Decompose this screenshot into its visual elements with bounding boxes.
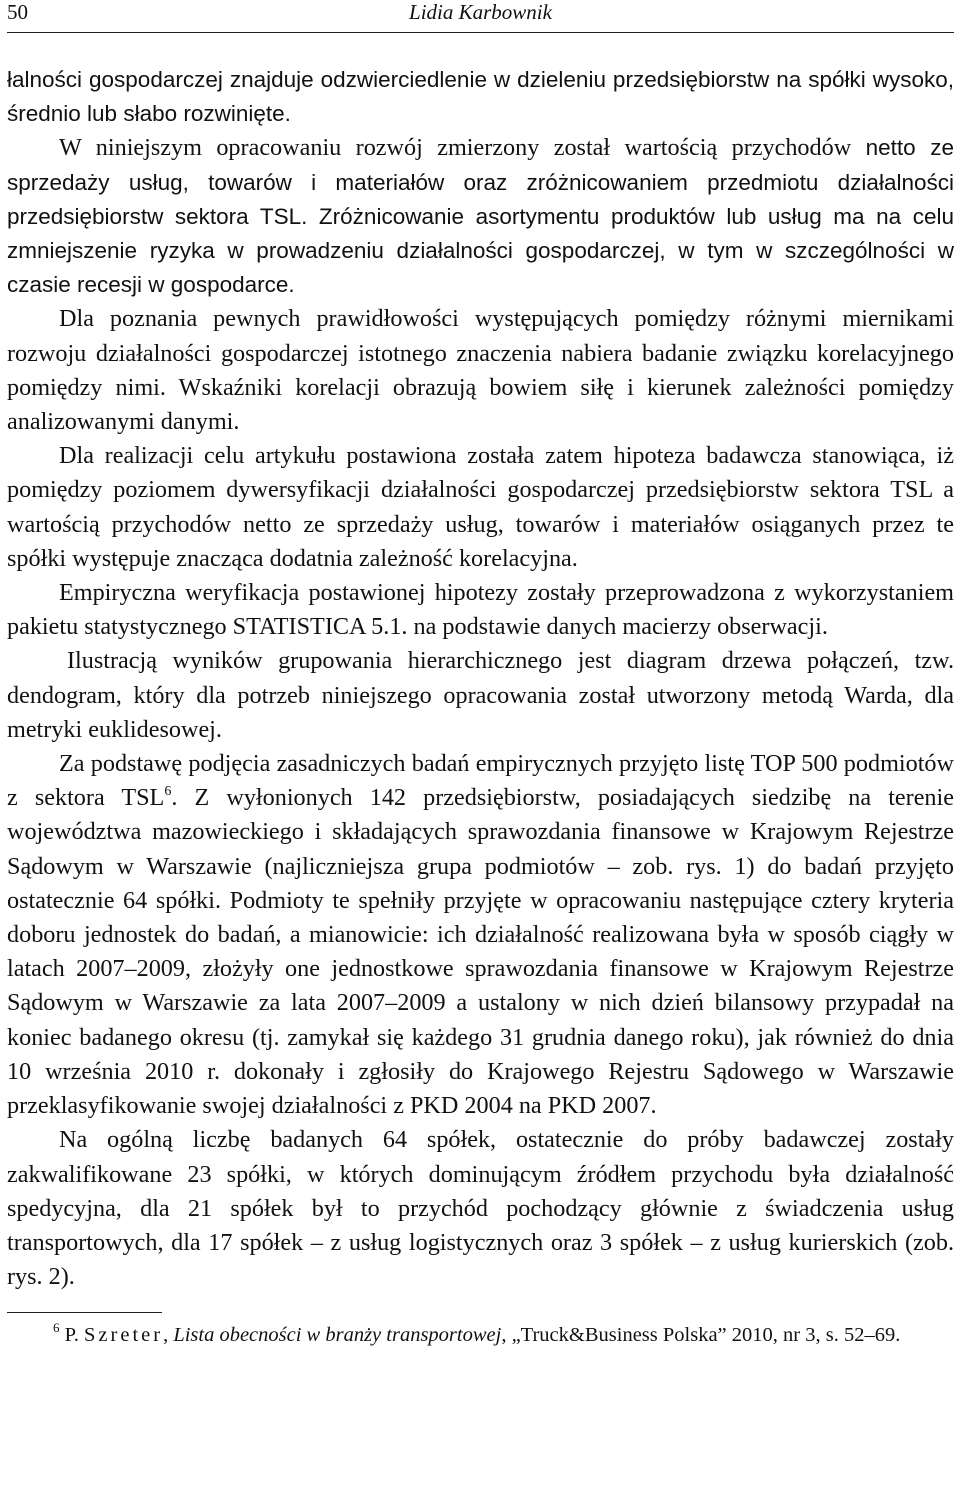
page <box>7 0 954 1349</box>
running-head-author: Lidia Karbownik <box>409 0 552 24</box>
footnote <box>7 1321 954 1349</box>
footnote-reference: 6 <box>164 784 172 800</box>
page-number: 50 <box>7 0 28 24</box>
paragraph-development <box>7 131 954 302</box>
paragraph-continuation: łalności gospodarczej znajduje odzwierciedlenie w dzieleniu przedsiębiorstw na spółki wysoko, średnio lub słabo rozwinięte. <box>7 67 954 127</box>
footnote-divider <box>7 1312 162 1313</box>
page-header <box>7 0 954 33</box>
paragraph-classification: Na ogólną liczbę badanych 64 spółek, ostatecznie do próby badawczej zostały zakwalifikowane 23 spółki, w których dominującym źródłem przychodu była działalność spedycyjna, dla 21 spółek był to przychód pochodzący głównie z świadczenia usług transportowych, dla 17 spółek – z usług logistycznych oraz 3 spółek – z usług kurierskich (zob. rys. 2). <box>7 1126 954 1291</box>
paragraph-dendrogram: Ilustracją wyników grupowania hierarchicznego jest diagram drzewa połączeń, tzw. dendogram, który dla potrzeb niniejszego opracowania został utworzony metodą Warda, dla metryki euklidesowej. <box>7 647 954 743</box>
paragraph-development-sans: netto ze sprzedaży usług, towarów i materiałów oraz zróżnicowaniem przedmiotu działalności przedsiębiorstw sektora TSL. Zróżnicowanie asortymentu produktów lub usług ma na celu zmniejszenie ryzyka w prowadzeniu działalności gospodarczej, w tym w szczególności w czasie recesji w gospodarce. <box>7 135 954 298</box>
paragraph-hypothesis: Dla realizacji celu artykułu postawiona została zatem hipoteza badawcza stanowiąca, iż pomiędzy poziomem dywersyfikacji działalności gospodarczej przedsiębiorstw sektora TSL a wartością przychodów netto ze sprzedaży usług, towarów i materiałów osiąganych przez te spółki występuje znacząca dodatnia zależność korelacyjna. <box>7 442 954 572</box>
paragraph-sample <box>7 747 954 1123</box>
footnote-title: Lista obecności w branży transportowej <box>173 1324 502 1347</box>
footnote-author: Szreter <box>84 1324 164 1347</box>
footnote-number: 6 <box>53 1320 60 1336</box>
footnote-author-prefix: P. <box>64 1324 85 1347</box>
paragraph-sample-start: Za podstawę podjęcia zasadniczych badań empirycznych przyjęto listę TOP 500 podmiotów z sektora TSL <box>7 750 954 812</box>
paragraph-verification: Empiryczna weryfikacja postawionej hipotezy zostały przeprowadzona z wykorzystaniem pakietu statystycznego STATISTICA 5.1. na podstawie danych macierzy obserwacji. <box>7 579 954 641</box>
paragraph-correlation: Dla poznania pewnych prawidłowości występujących pomiędzy różnymi miernikami rozwoju działalności gospodarczej istotnego znaczenia nabiera badanie związku korelacyjnego pomiędzy nimi. Wskaźniki korelacji obrazują bowiem siłę i kierunek zależności pomiędzy analizowanymi danymi. <box>7 305 954 436</box>
body-text <box>7 63 954 1294</box>
paragraph-development-serif: W niniejszym opracowaniu rozwój zmierzony został wartością przychodów <box>59 134 852 162</box>
paragraph-sample-rest: . Z wyłonionych 142 przedsiębiorstw, posiadających siedzibę na terenie województwa mazowieckiego i składających sprawozdania finansowe w Krajowym Rejestrze Sądowym w Warszawie (najliczniejsza grupa podmiotów – zob. rys. 1) do badań przyjęto ostatecznie 64 spółki. Podmioty te spełniły przyjęte w opracowaniu następujące cztery kryteria doboru jednostek do badań, a mianowicie: ich działalność realizowana była w sposób ciągły w latach 2007–2009, złożyły one jednostkowe sprawozdania finansowe w Krajowym Rejestrze Sądowym w Warszawie za lata 2007–2009 a ustalony w nich dzień bilansowy przypadał na koniec badanego okresu (tj. zamykał się każdego 31 grudnia danego roku), jak również do dnia 10 września 2010 r. dokonały i zgłosiły do Krajowego Rejestru Sądowego w Warszawie przeklasyfikowanie swojej działalności z PKD 2004 na PKD 2007. <box>7 784 954 1120</box>
footnote-separator: , <box>163 1324 174 1347</box>
footnote-source: , „Truck&Business Polska” 2010, nr 3, s. 52–69. <box>501 1324 901 1347</box>
